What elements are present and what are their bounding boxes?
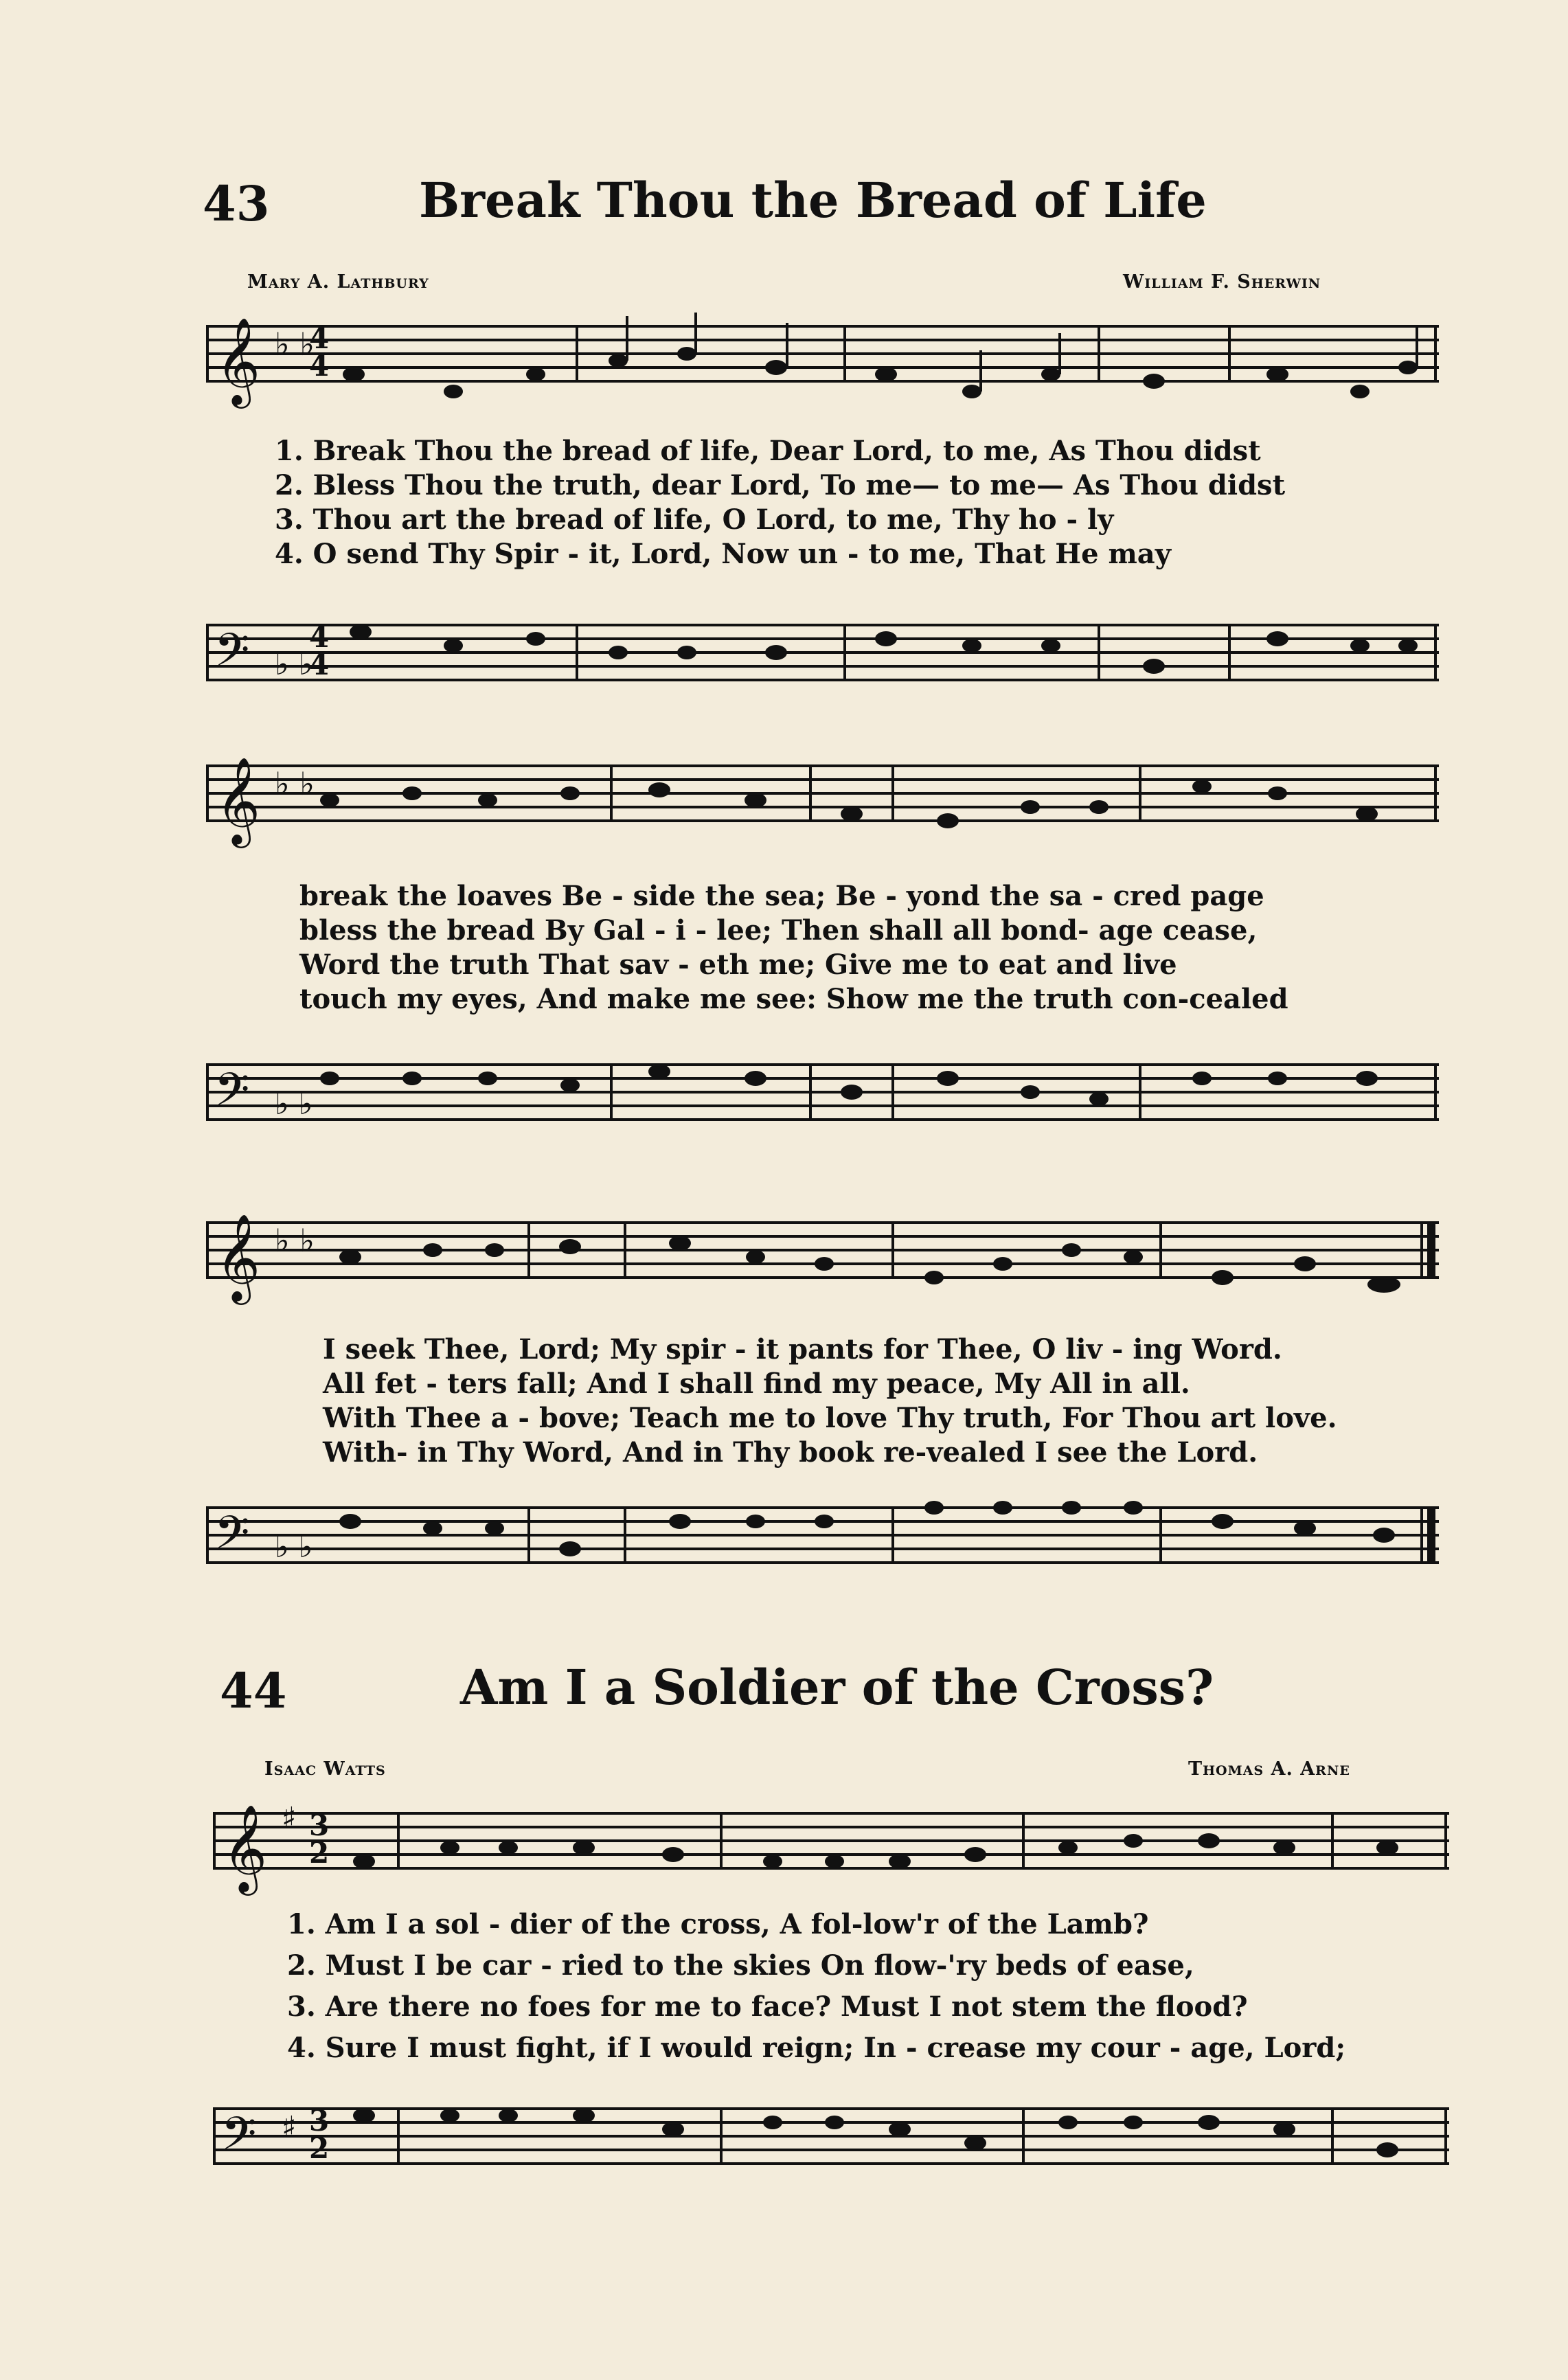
composer-credit: Thomas A. Arne	[1188, 1758, 1350, 1780]
lyricist-credit: Mary A. Lathbury	[247, 271, 429, 293]
hymn-title: Am I a Soldier of the Cross?	[460, 1659, 1214, 1716]
svg-text:4: 4	[309, 648, 330, 681]
bass-staff	[206, 1480, 1439, 1590]
svg-text:2: 2	[309, 1836, 330, 1870]
lyric-line: All fet - ters fall; And I shall find my peace, My All in all.	[323, 1368, 1190, 1400]
lyric-line: With Thee a - bove; Teach me to love Thy truth, For Thou art love.	[323, 1402, 1337, 1434]
bass-staff	[206, 598, 1439, 707]
svg-text:♭ ♭: ♭ ♭	[275, 765, 315, 802]
lyric-line: 1. Am I a sol - dier of the cross, A fol-low'r of the Lamb?	[287, 1908, 1149, 1940]
svg-text:𝄞: 𝄞	[216, 1213, 261, 1301]
lyric-line: I seek Thee, Lord; My spir - it pants for Thee, O liv - ing Word.	[323, 1333, 1282, 1365]
svg-text:♭ ♭: ♭ ♭	[275, 1087, 313, 1122]
svg-text:4: 4	[309, 620, 330, 654]
lyric-line: break the loaves Be - side the sea; Be - yond the sa - cred page	[299, 880, 1264, 912]
svg-text:♭ ♭: ♭ ♭	[275, 647, 313, 682]
svg-text:♯: ♯	[282, 1801, 297, 1836]
svg-text:♯: ♯	[282, 2110, 297, 2145]
treble-staff	[206, 1209, 1439, 1333]
treble-staff	[206, 752, 1439, 876]
svg-text:♭ ♭: ♭ ♭	[275, 1530, 313, 1565]
lyric-line: 4. O send Thy Spir - it, Lord, Now un - to me, That He may	[275, 538, 1171, 570]
lyric-line: With- in Thy Word, And in Thy book re-vealed I see the Lord.	[323, 1436, 1258, 1469]
svg-text:♭ ♭: ♭ ♭	[275, 326, 315, 363]
lyric-line: Word the truth That sav - eth me; Give me to eat and live	[299, 949, 1177, 981]
lyric-line: touch my eyes, And make me see: Show me the truth con-cealed	[299, 983, 1288, 1015]
svg-text:𝄢: 𝄢	[221, 2107, 257, 2171]
svg-text:𝄢: 𝄢	[214, 1063, 250, 1127]
svg-text:4: 4	[309, 349, 330, 383]
lyric-line: 4. Sure I must fight, if I would reign; In - crease my cour - age, Lord;	[287, 2032, 1346, 2064]
hymn-title: Break Thou the Bread of Life	[419, 172, 1207, 229]
lyric-line: 3. Are there no foes for me to face? Must I not stem the flood?	[287, 1991, 1248, 2023]
svg-text:3: 3	[309, 2104, 330, 2138]
svg-text:𝄞: 𝄞	[216, 317, 261, 405]
svg-text:𝄢: 𝄢	[214, 1506, 250, 1570]
svg-text:𝄞: 𝄞	[223, 1804, 268, 1892]
hymn-number: 43	[203, 175, 270, 232]
lyric-line: 3. Thou art the bread of life, O Lord, to me, Thy ho - ly	[275, 503, 1114, 536]
lyricist-credit: Isaac Watts	[264, 1758, 386, 1780]
svg-text:3: 3	[309, 1809, 330, 1842]
bass-staff	[206, 1037, 1439, 1147]
hymn-number: 44	[220, 1662, 287, 1719]
svg-text:♭ ♭: ♭ ♭	[275, 1222, 315, 1259]
bass-staff	[213, 2081, 1449, 2191]
lyric-line: 2. Bless Thou the truth, dear Lord, To me— to me— As Thou didst	[275, 469, 1286, 501]
svg-text:𝄞: 𝄞	[216, 756, 261, 844]
svg-text:2: 2	[309, 2131, 330, 2165]
svg-text:4: 4	[309, 321, 330, 355]
treble-staff	[206, 313, 1439, 436]
lyric-line: 2. Must I be car - ried to the skies On flow-'ry beds of ease,	[287, 1949, 1194, 1982]
composer-credit: William F. Sherwin	[1123, 271, 1321, 293]
lyric-line: 1. Break Thou the bread of life, Dear Lord, to me, As Thou didst	[275, 435, 1261, 467]
lyric-line: bless the bread By Gal - i - lee; Then shall all bond- age cease,	[299, 914, 1258, 947]
treble-staff	[213, 1800, 1449, 1923]
svg-text:𝄢: 𝄢	[214, 624, 250, 688]
